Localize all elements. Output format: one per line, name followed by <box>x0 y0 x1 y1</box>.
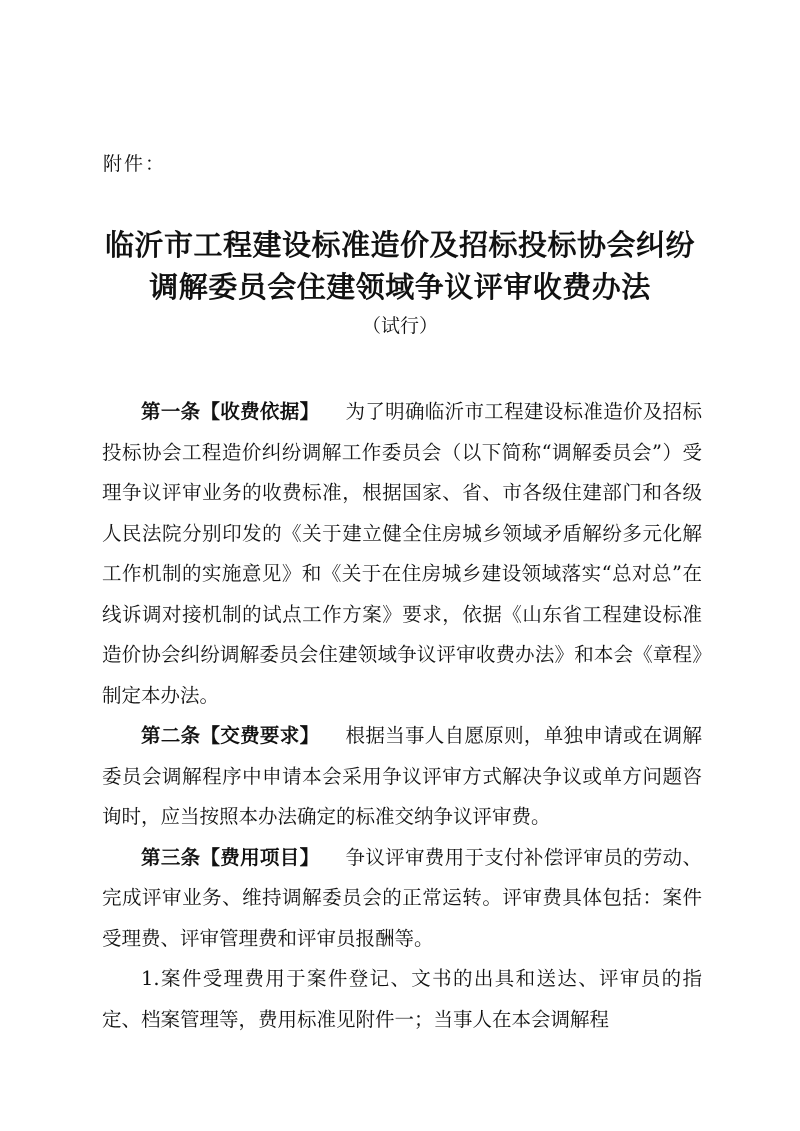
article-1-heading: 第一条【收费依据】 <box>141 400 320 423</box>
attachment-label: 附件： <box>103 153 167 175</box>
article-2-body: 根据当事人自愿原则，单独申请或在调解委员会调解程序中申请本会采用争议评审方式解决争议或单方问题咨询时，应当按照本办法确定的标准交纳争议评审费。 <box>102 724 702 828</box>
document-title-line2: 调解委员会住建领域争议评审收费办法 <box>149 270 651 304</box>
article-1 <box>102 392 702 716</box>
article-2-heading: 第二条【交费要求】 <box>141 724 320 747</box>
article-2 <box>102 716 702 838</box>
article-3-gap <box>326 846 339 869</box>
document-body <box>102 392 702 1040</box>
article-1-gap <box>326 400 339 423</box>
article-3-heading: 第三条【费用项目】 <box>141 845 320 869</box>
article-3 <box>102 838 702 960</box>
article-2-gap <box>326 724 339 747</box>
article-3-body: 争议评审费用于支付补偿评审员的劳动、完成评审业务、维持调解委员会的正常运转。评审费具体包括：案件受理费、评审管理费和评审员报酬等。 <box>102 845 702 950</box>
article-1-body: 为了明确临沂市工程建设标准造价及招标投标协会工程造价纠纷调解工作委员会（以下简称“调解委员会”）受理争议评审业务的收费标准，根据国家、省、市各级住建部门和各级人民法院分别印发的《关于建立健全住房城乡领域矛盾解纷多元化解工作机制的实施意见》和《关于在住房城乡建设领域落实“总对总”在线诉调对接机制的试点工作方案》要求，依据《山东省工程建设标准造价协会纠纷调解委员会住建领域争议评审收费办法》和本会《章程》制定本办法。 <box>102 400 702 707</box>
document-title-line1: 临沂市工程建设标准造价及招标投标协会纠纷 <box>104 228 695 262</box>
document-subtitle: （试行） <box>361 315 438 337</box>
item-1: 1.案件受理费用于案件登记、文书的出具和送达、评审员的指定、档案管理等，费用标准见附件一；当事人在本会调解程 <box>102 967 702 1031</box>
